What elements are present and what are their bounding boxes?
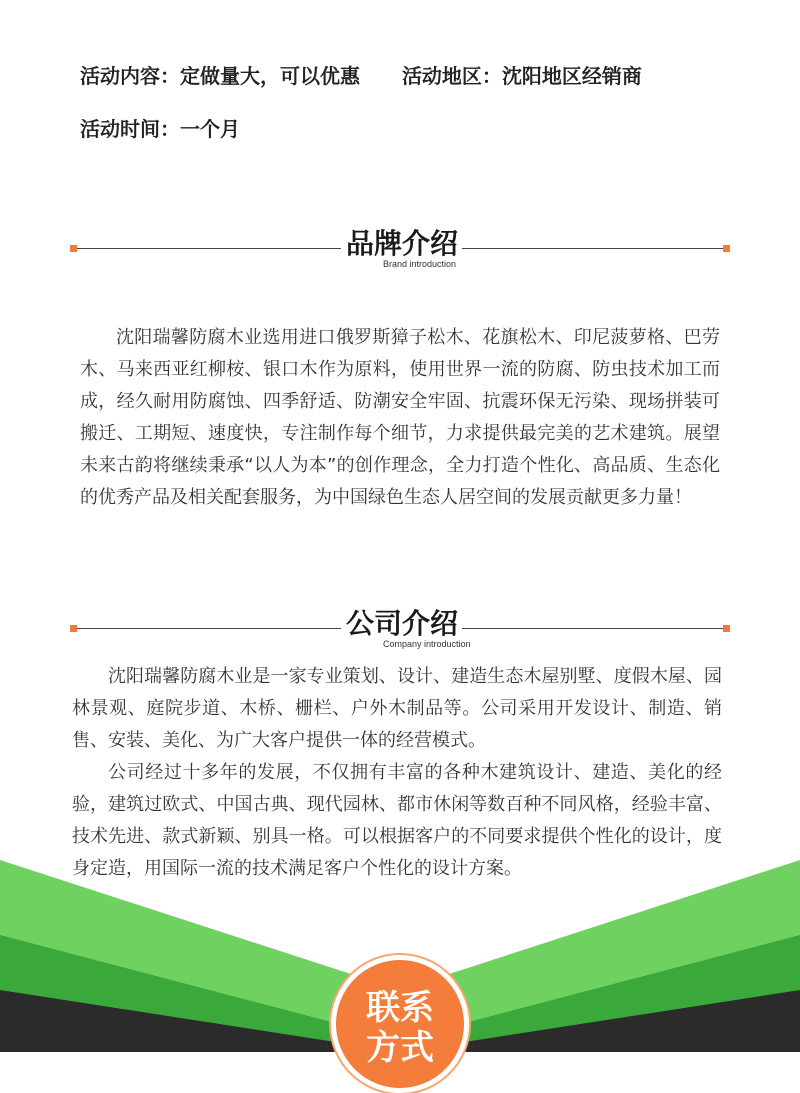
header-line-right	[462, 628, 724, 629]
header-line-left	[77, 628, 341, 629]
contact-line-2: 方式	[366, 1028, 434, 1068]
activity-row-content-region	[80, 60, 642, 89]
activity-region-value: 沈阳地区经销商	[501, 64, 642, 88]
header-dot-left	[70, 245, 77, 252]
company-paragraph-1: 沈阳瑞馨防腐木业是一家专业策划、设计、建造生态木屋别墅、度假木屋、园林景观、庭院步道、木桥、栅栏、户外木制品等。公司采用开发设计、制造、销售、安装、美化、为广大客户提供一体的经营模式。	[72, 666, 722, 751]
brand-title: 品牌介绍	[346, 227, 459, 260]
header-dot-right	[723, 245, 730, 252]
contact-button[interactable]	[331, 955, 469, 1093]
activity-row-time	[80, 113, 240, 142]
contact-line-1: 联系	[366, 988, 434, 1028]
company-title: 公司介绍	[346, 607, 459, 640]
header-line-left	[77, 248, 341, 249]
activity-content-label: 活动内容：	[80, 64, 180, 88]
header-line-right	[462, 248, 724, 249]
header-dot-left	[70, 625, 77, 632]
activity-region-label: 活动地区：	[401, 64, 502, 88]
header-dot-right	[723, 625, 730, 632]
company-section-header	[70, 609, 730, 649]
activity-time-value: 一个月	[180, 117, 240, 141]
company-subtitle: Company introduction	[383, 639, 471, 649]
brand-subtitle: Brand introduction	[383, 259, 457, 269]
activity-time-label: 活动时间：	[80, 117, 180, 141]
brand-description	[80, 322, 720, 514]
contact-label	[336, 988, 464, 1068]
brand-section-header	[70, 229, 730, 269]
brand-paragraph: 沈阳瑞馨防腐木业选用进口俄罗斯獐子松木、花旗松木、印尼菠萝格、巴劳木、马来西亚红柳桉、银口木作为原料，使用世界一流的防腐、防虫技术加工而成，经久耐用防腐蚀、四季舒适、防潮安全牢固、抗震环保无污染、现场拼装可搬迁、工期短、速度快，专注制作每个细节，力求提供最完美的艺术建筑。展望未来古韵将继续秉承“以人为本”的创作理念，全力打造个性化、高品质、生态化的优秀产品及相关配套服务，为中国绿色生态人居空间的发展贡献更多力量！	[80, 327, 720, 508]
company-paragraph-2: 公司经过十多年的发展，不仅拥有丰富的各种木建筑设计、建造、美化的经验，建筑过欧式、中国古典、现代园林、都市休闲等数百种不同风格，经验丰富、技术先进、款式新颖、别具一格。可以根据客户的不同要求提供个性化的设计，度身定造，用国际一流的技术满足客户个性化的设计方案。	[72, 762, 722, 879]
activity-content-value: 定做量大，可以优惠	[180, 64, 360, 88]
